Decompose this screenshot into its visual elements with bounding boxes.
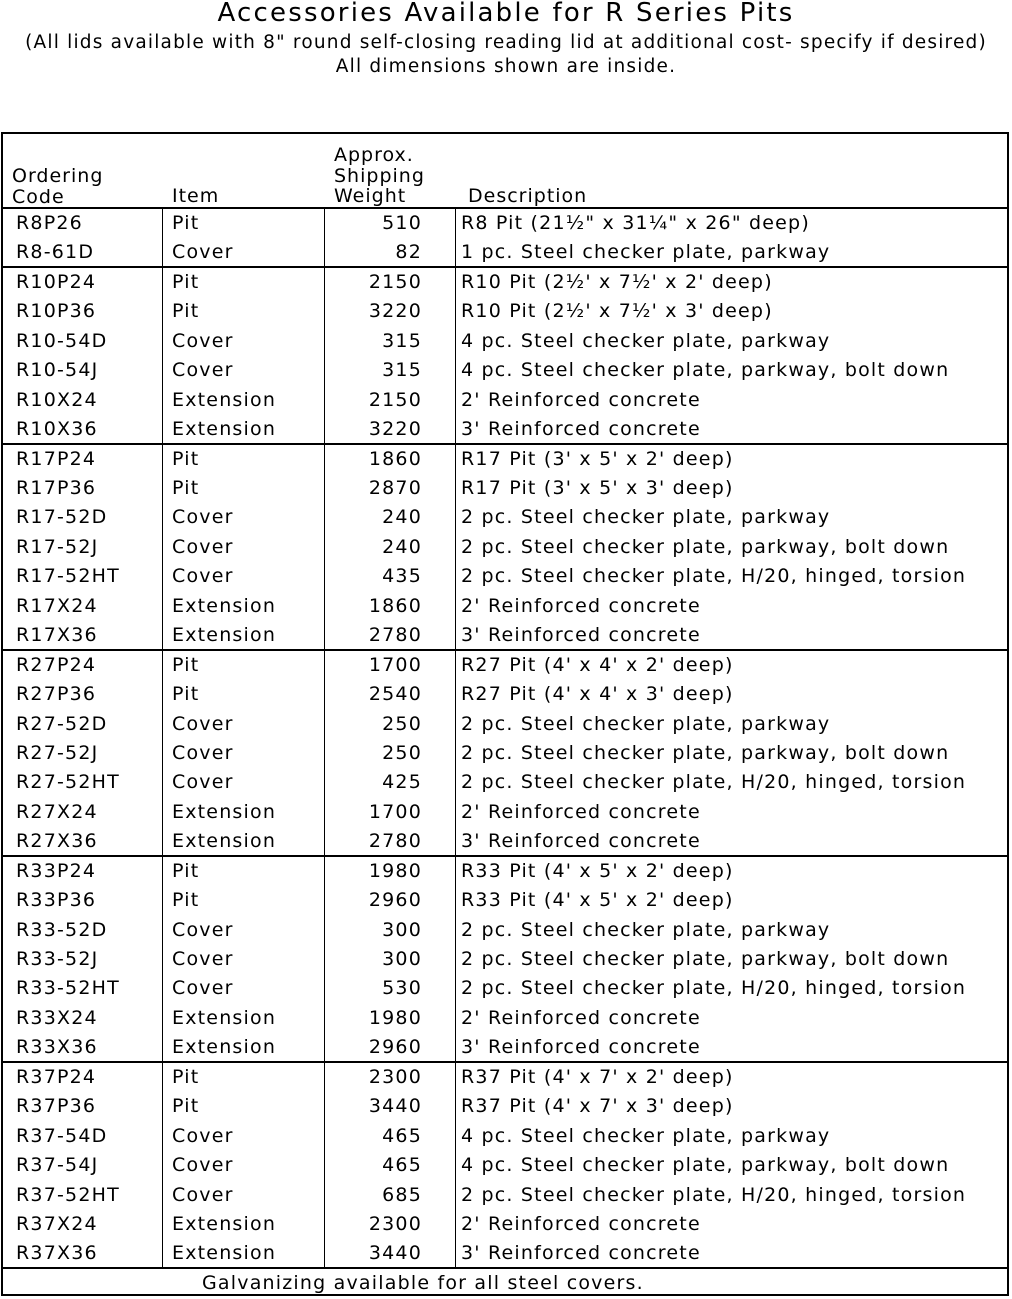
weight-cell: 435 xyxy=(382,565,422,588)
ordering-code-cell: R10X24 xyxy=(16,388,98,411)
column-divider xyxy=(162,208,163,1268)
ordering-code-cell: R27P24 xyxy=(16,653,97,676)
header-ordering-code-line: Code xyxy=(12,185,65,208)
description-cell: 2' Reinforced concrete xyxy=(461,1213,701,1235)
subtitle: (All lids available with 8" round self-closing reading lid at additional cost- specify if desired) xyxy=(25,32,987,53)
description-cell: 2 pc. Steel checker plate, H/20, hinged, torsion xyxy=(461,565,967,588)
ordering-code-cell: R27-52J xyxy=(16,741,99,764)
description-cell: 3' Reinforced concrete xyxy=(461,418,701,441)
description-cell: 3' Reinforced concrete xyxy=(461,830,701,853)
weight-cell: 3220 xyxy=(368,300,422,323)
column-divider xyxy=(324,208,325,1268)
description-cell: 2' Reinforced concrete xyxy=(461,1006,701,1029)
item-cell: Pit xyxy=(172,477,200,499)
weight-cell: 250 xyxy=(382,712,422,735)
description-cell: 4 pc. Steel checker plate, parkway, bolt down xyxy=(461,359,950,382)
ordering-code-cell: R33X36 xyxy=(16,1036,98,1059)
weight-cell: 2960 xyxy=(368,1036,422,1059)
description-cell: 1 pc. Steel checker plate, parkway xyxy=(461,241,831,264)
description-cell: R37 Pit (4' x 7' x 2' deep) xyxy=(461,1065,734,1088)
description-cell: 4 pc. Steel checker plate, parkway xyxy=(461,329,831,352)
weight-cell: 250 xyxy=(382,741,422,764)
description-cell: 2 pc. Steel checker plate, parkway xyxy=(461,506,831,529)
description-cell: 2' Reinforced concrete xyxy=(461,388,701,411)
ordering-code-cell: R37X24 xyxy=(16,1213,98,1235)
description-cell: 2 pc. Steel checker plate, H/20, hinged, torsion xyxy=(461,1183,967,1206)
column-divider xyxy=(455,208,456,1268)
header-item xyxy=(172,186,219,207)
description-cell: R10 Pit (2½' x 7½' x 2' deep) xyxy=(461,270,773,293)
weight-cell: 1700 xyxy=(368,653,422,676)
description-cell: R33 Pit (4' x 5' x 2' deep) xyxy=(461,859,734,882)
item-cell: Pit xyxy=(172,889,200,912)
weight-cell: 685 xyxy=(382,1183,422,1206)
description-cell: R17 Pit (3' x 5' x 3' deep) xyxy=(461,477,734,499)
ordering-code-cell: R17-52HT xyxy=(16,565,120,588)
description-cell: 4 pc. Steel checker plate, parkway xyxy=(461,1124,831,1147)
description-cell: 2 pc. Steel checker plate, parkway, bolt down xyxy=(461,741,950,764)
weight-cell: 315 xyxy=(382,359,422,382)
item-cell: Extension xyxy=(172,1006,277,1029)
weight-cell: 510 xyxy=(382,212,422,234)
weight-cell: 1980 xyxy=(368,859,422,882)
item-cell: Cover xyxy=(172,1124,234,1147)
description-cell: 3' Reinforced concrete xyxy=(461,624,701,647)
group-divider xyxy=(1,649,1009,651)
ordering-code-cell: R10-54D xyxy=(16,329,108,352)
description-cell: 3' Reinforced concrete xyxy=(461,1036,701,1059)
item-cell: Pit xyxy=(172,270,200,293)
header-description xyxy=(468,186,587,207)
weight-cell: 1860 xyxy=(368,594,422,617)
ordering-code-cell: R10X36 xyxy=(16,418,98,441)
ordering-code-cell: R10-54J xyxy=(16,359,99,382)
description-cell: R17 Pit (3' x 5' x 2' deep) xyxy=(461,447,734,470)
ordering-code-cell: R27P36 xyxy=(16,683,97,705)
ordering-code-cell: R27X24 xyxy=(16,800,98,823)
description-cell: 2 pc. Steel checker plate, parkway, bolt down xyxy=(461,948,950,970)
item-cell: Extension xyxy=(172,388,277,411)
description-cell: 2 pc. Steel checker plate, parkway xyxy=(461,712,831,735)
item-cell: Pit xyxy=(172,447,200,470)
weight-cell: 530 xyxy=(382,977,422,1000)
header-description-line: Description xyxy=(468,185,588,207)
description-cell: 2 pc. Steel checker plate, H/20, hinged, torsion xyxy=(461,977,967,1000)
weight-cell: 2300 xyxy=(368,1065,422,1088)
header-item-line: Item xyxy=(172,185,220,207)
item-cell: Cover xyxy=(172,977,234,1000)
ordering-code-cell: R37P24 xyxy=(16,1065,97,1088)
footer-note: Galvanizing available for all steel covers. xyxy=(202,1272,644,1294)
item-cell: Pit xyxy=(172,1065,200,1088)
item-cell: Extension xyxy=(172,1036,277,1059)
ordering-code-cell: R17X36 xyxy=(16,624,98,647)
ordering-code-cell: R37-54D xyxy=(16,1124,108,1147)
weight-cell: 465 xyxy=(382,1124,422,1147)
item-cell: Cover xyxy=(172,565,234,588)
item-cell: Cover xyxy=(172,241,234,264)
weight-cell: 2540 xyxy=(368,683,422,705)
ordering-code-cell: R17-52J xyxy=(16,535,99,558)
weight-cell: 3440 xyxy=(368,1095,422,1118)
weight-cell: 2780 xyxy=(368,830,422,853)
ordering-code-cell: R17X24 xyxy=(16,594,98,617)
weight-cell: 300 xyxy=(382,918,422,941)
description-cell: 2 pc. Steel checker plate, parkway xyxy=(461,918,831,941)
item-cell: Cover xyxy=(172,359,234,382)
description-cell: 2' Reinforced concrete xyxy=(461,594,701,617)
item-cell: Pit xyxy=(172,212,200,234)
ordering-code-cell: R27-52D xyxy=(16,712,108,735)
header-weight-line: Weight xyxy=(334,185,407,207)
ordering-code-cell: R8-61D xyxy=(16,241,95,264)
item-cell: Cover xyxy=(172,506,234,529)
ordering-code-cell: R8P26 xyxy=(16,212,83,234)
ordering-code-cell: R10P36 xyxy=(16,300,97,323)
description-cell: R27 Pit (4' x 4' x 2' deep) xyxy=(461,653,734,676)
weight-cell: 2960 xyxy=(368,889,422,912)
item-cell: Cover xyxy=(172,535,234,558)
item-cell: Cover xyxy=(172,329,234,352)
ordering-code-cell: R37-52HT xyxy=(16,1183,120,1206)
weight-cell: 2780 xyxy=(368,624,422,647)
item-cell: Cover xyxy=(172,771,234,794)
group-divider xyxy=(1,266,1009,268)
description-cell: 2' Reinforced concrete xyxy=(461,800,701,823)
footer-divider xyxy=(1,1267,1009,1269)
dimensions-note: All dimensions shown are inside. xyxy=(335,56,677,77)
ordering-code-cell: R37P36 xyxy=(16,1095,97,1118)
weight-cell: 1980 xyxy=(368,1006,422,1029)
weight-cell: 2150 xyxy=(368,270,422,293)
weight-cell: 240 xyxy=(382,535,422,558)
item-cell: Extension xyxy=(172,594,277,617)
group-divider xyxy=(1,1061,1009,1063)
description-cell: 4 pc. Steel checker plate, parkway, bolt down xyxy=(461,1154,950,1177)
ordering-code-cell: R37X36 xyxy=(16,1242,98,1265)
description-cell: 3' Reinforced concrete xyxy=(461,1242,701,1265)
ordering-code-cell: R17-52D xyxy=(16,506,108,529)
ordering-code-cell: R33P36 xyxy=(16,889,97,912)
header-weight-line: Approx. xyxy=(334,144,414,166)
item-cell: Pit xyxy=(172,1095,200,1118)
description-cell: 2 pc. Steel checker plate, H/20, hinged, torsion xyxy=(461,771,967,794)
header-ordering-code-line: Ordering xyxy=(12,165,104,187)
ordering-code-cell: R33-52J xyxy=(16,948,99,970)
item-cell: Pit xyxy=(172,653,200,676)
item-cell: Extension xyxy=(172,418,277,441)
item-cell: Extension xyxy=(172,1213,277,1235)
item-cell: Cover xyxy=(172,948,234,970)
item-cell: Cover xyxy=(172,1154,234,1177)
item-cell: Pit xyxy=(172,683,200,705)
weight-cell: 300 xyxy=(382,948,422,970)
description-cell: R33 Pit (4' x 5' x 2' deep) xyxy=(461,889,734,912)
description-cell: R8 Pit (21½" x 31¼" x 26" deep) xyxy=(461,212,810,234)
weight-cell: 82 xyxy=(395,241,422,264)
weight-cell: 2150 xyxy=(368,388,422,411)
group-divider xyxy=(1,443,1009,445)
ordering-code-cell: R33X24 xyxy=(16,1006,98,1029)
ordering-code-cell: R10P24 xyxy=(16,270,97,293)
group-divider xyxy=(1,855,1009,857)
item-cell: Extension xyxy=(172,624,277,647)
ordering-code-cell: R33P24 xyxy=(16,859,97,882)
ordering-code-cell: R27-52HT xyxy=(16,771,120,794)
ordering-code-cell: R17P36 xyxy=(16,477,97,499)
weight-cell: 1700 xyxy=(368,800,422,823)
item-cell: Cover xyxy=(172,918,234,941)
weight-cell: 2870 xyxy=(368,477,422,499)
header-weight xyxy=(334,145,425,207)
description-cell: 2 pc. Steel checker plate, parkway, bolt down xyxy=(461,535,950,558)
header-weight-line: Shipping xyxy=(334,164,425,187)
item-cell: Extension xyxy=(172,800,277,823)
item-cell: Cover xyxy=(172,1183,234,1206)
description-cell: R10 Pit (2½' x 7½' x 3' deep) xyxy=(461,300,773,323)
description-cell: R37 Pit (4' x 7' x 3' deep) xyxy=(461,1095,734,1118)
item-cell: Pit xyxy=(172,300,200,323)
weight-cell: 465 xyxy=(382,1154,422,1177)
header-ordering-code xyxy=(12,166,103,207)
page-title: Accessories Available for R Series Pits xyxy=(217,0,795,28)
weight-cell: 240 xyxy=(382,506,422,529)
item-cell: Extension xyxy=(172,830,277,853)
item-cell: Cover xyxy=(172,712,234,735)
weight-cell: 425 xyxy=(382,771,422,794)
ordering-code-cell: R27X36 xyxy=(16,830,98,853)
weight-cell: 3440 xyxy=(368,1242,422,1265)
weight-cell: 1860 xyxy=(368,447,422,470)
item-cell: Extension xyxy=(172,1242,277,1265)
ordering-code-cell: R37-54J xyxy=(16,1154,99,1177)
weight-cell: 315 xyxy=(382,329,422,352)
ordering-code-cell: R17P24 xyxy=(16,447,97,470)
weight-cell: 2300 xyxy=(368,1213,422,1235)
item-cell: Pit xyxy=(172,859,200,882)
weight-cell: 3220 xyxy=(368,418,422,441)
header-divider xyxy=(1,207,1009,209)
ordering-code-cell: R33-52HT xyxy=(16,977,120,1000)
ordering-code-cell: R33-52D xyxy=(16,918,108,941)
item-cell: Cover xyxy=(172,741,234,764)
description-cell: R27 Pit (4' x 4' x 3' deep) xyxy=(461,683,734,705)
